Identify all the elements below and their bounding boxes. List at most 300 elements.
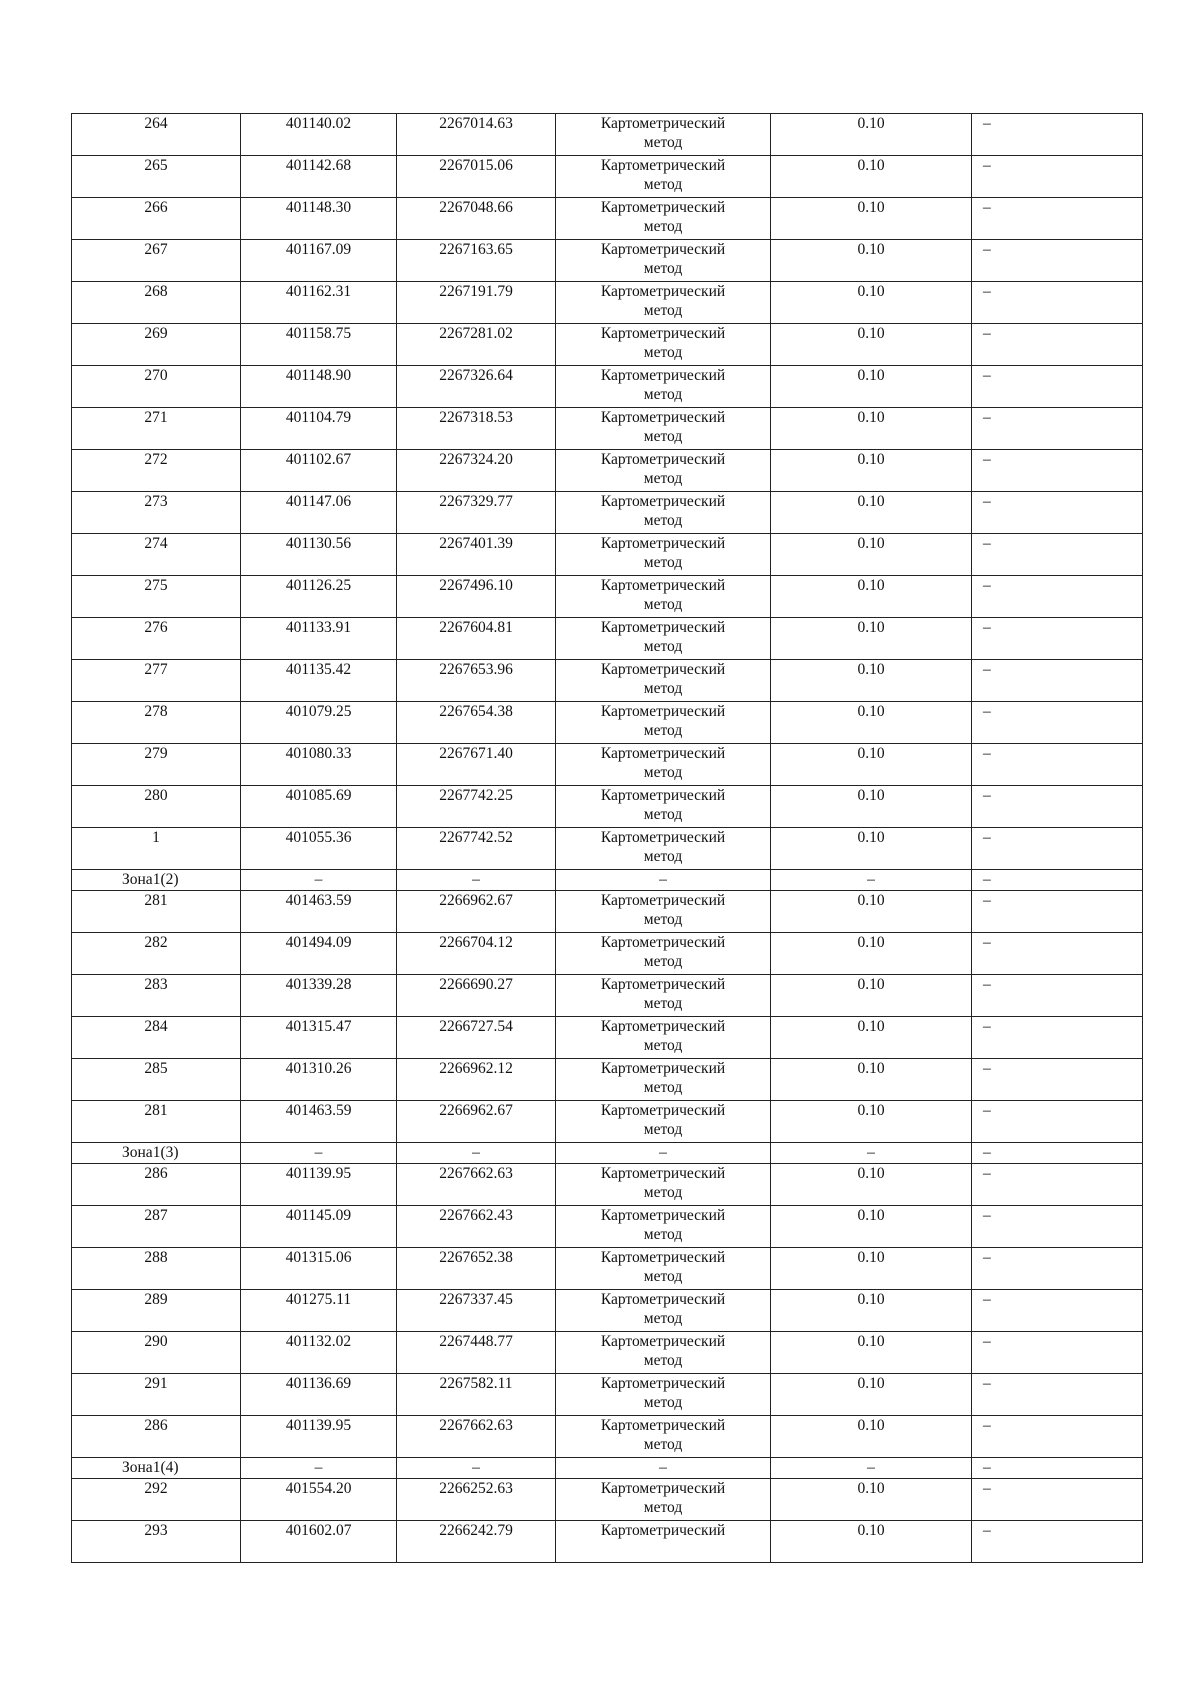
method-cell (556, 1206, 771, 1248)
method-line-2: метод (643, 1121, 683, 1138)
y-coordinate-cell: 2267742.25 (397, 786, 556, 828)
table-row (72, 576, 1143, 618)
method-line-1: Картометрический (600, 1249, 726, 1266)
method-line-1: Картометрический (600, 241, 726, 258)
method-line-1: Картометрический (600, 829, 726, 846)
accuracy-cell: 0.10 (771, 1059, 972, 1101)
y-coordinate-cell: 2266962.12 (397, 1059, 556, 1101)
method-line-1: Картометрический (600, 1417, 726, 1434)
method-line-1: Картометрический (600, 493, 726, 510)
note-cell: – (972, 891, 1143, 933)
y-coordinate-cell: 2267662.63 (397, 1164, 556, 1206)
method-line-2: метод (643, 680, 683, 697)
method-line-1: Картометрический (600, 1291, 726, 1308)
y-coordinate-cell: 2267014.63 (397, 114, 556, 156)
table-row (72, 1521, 1143, 1563)
zone-dash-cell: – (241, 1143, 397, 1164)
x-coordinate-cell: 401145.09 (241, 1206, 397, 1248)
method-line-1: Картометрический (600, 409, 726, 426)
note-cell: – (972, 618, 1143, 660)
point-number-cell: 279 (72, 744, 241, 786)
method-cell (556, 366, 771, 408)
point-number-cell: 289 (72, 1290, 241, 1332)
method-cell (556, 324, 771, 366)
table-row (72, 1206, 1143, 1248)
zone-dash-cell: – (397, 870, 556, 891)
accuracy-cell: 0.10 (771, 534, 972, 576)
x-coordinate-cell: 401339.28 (241, 975, 397, 1017)
note-cell: – (972, 534, 1143, 576)
method-cell (556, 198, 771, 240)
table-row (72, 933, 1143, 975)
zone-dash-cell: – (556, 870, 771, 891)
note-cell: – (972, 828, 1143, 870)
note-cell: – (972, 240, 1143, 282)
coordinates-table (71, 113, 1143, 1563)
zone-header-row (72, 1458, 1143, 1479)
accuracy-cell: 0.10 (771, 786, 972, 828)
method-line-1: Картометрический (600, 1102, 726, 1119)
method-cell (556, 975, 771, 1017)
method-cell (556, 1290, 771, 1332)
table-row (72, 1101, 1143, 1143)
x-coordinate-cell: 401136.69 (241, 1374, 397, 1416)
accuracy-cell: 0.10 (771, 1416, 972, 1458)
y-coordinate-cell: 2267742.52 (397, 828, 556, 870)
method-line-1: Картометрический (600, 745, 726, 762)
note-cell: – (972, 1017, 1143, 1059)
table-row (72, 1017, 1143, 1059)
accuracy-cell: 0.10 (771, 1332, 972, 1374)
table-row (72, 660, 1143, 702)
coordinates-table-body (72, 114, 1143, 1563)
zone-dash-cell: – (556, 1458, 771, 1479)
method-line-1: Картометрический (600, 934, 726, 951)
x-coordinate-cell: 401167.09 (241, 240, 397, 282)
x-coordinate-cell: 401310.26 (241, 1059, 397, 1101)
note-cell: – (972, 1206, 1143, 1248)
point-number-cell: 271 (72, 408, 241, 450)
x-coordinate-cell: 401140.02 (241, 114, 397, 156)
method-cell (556, 933, 771, 975)
y-coordinate-cell: 2267662.43 (397, 1206, 556, 1248)
method-line-1: Картометрический (600, 1375, 726, 1392)
point-number-cell: 269 (72, 324, 241, 366)
note-cell: – (972, 1290, 1143, 1332)
x-coordinate-cell: 401102.67 (241, 450, 397, 492)
note-cell: – (972, 933, 1143, 975)
point-number-cell: 272 (72, 450, 241, 492)
x-coordinate-cell: 401162.31 (241, 282, 397, 324)
method-line-2: метод (643, 1352, 683, 1369)
table-row (72, 975, 1143, 1017)
y-coordinate-cell: 2267326.64 (397, 366, 556, 408)
accuracy-cell: 0.10 (771, 933, 972, 975)
point-number-cell: 281 (72, 1101, 241, 1143)
zone-dash-cell: – (972, 1458, 1143, 1479)
accuracy-cell: 0.10 (771, 240, 972, 282)
method-cell (556, 744, 771, 786)
note-cell: – (972, 1059, 1143, 1101)
method-cell (556, 156, 771, 198)
method-line-2: метод (643, 806, 683, 823)
note-cell: – (972, 975, 1143, 1017)
y-coordinate-cell: 2267604.81 (397, 618, 556, 660)
method-cell (556, 114, 771, 156)
table-row (72, 1059, 1143, 1101)
note-cell: – (972, 1521, 1143, 1563)
table-row (72, 156, 1143, 198)
method-cell (556, 1248, 771, 1290)
accuracy-cell: 0.10 (771, 114, 972, 156)
point-number-cell: 291 (72, 1374, 241, 1416)
method-cell (556, 1164, 771, 1206)
table-row (72, 534, 1143, 576)
method-line-2: метод (643, 1499, 683, 1516)
note-cell: – (972, 156, 1143, 198)
method-line-2: метод (643, 260, 683, 277)
x-coordinate-cell: 401142.68 (241, 156, 397, 198)
accuracy-cell: 0.10 (771, 702, 972, 744)
method-cell (556, 1479, 771, 1521)
table-row (72, 282, 1143, 324)
zone-label: Зона1(3) (72, 1143, 241, 1164)
zone-label: Зона1(4) (72, 1458, 241, 1479)
x-coordinate-cell: 401315.47 (241, 1017, 397, 1059)
accuracy-cell: 0.10 (771, 1164, 972, 1206)
y-coordinate-cell: 2266962.67 (397, 1101, 556, 1143)
table-row (72, 366, 1143, 408)
y-coordinate-cell: 2267448.77 (397, 1332, 556, 1374)
x-coordinate-cell: 401148.90 (241, 366, 397, 408)
point-number-cell: 287 (72, 1206, 241, 1248)
accuracy-cell: 0.10 (771, 156, 972, 198)
method-line-2: метод (643, 512, 683, 529)
point-number-cell: 282 (72, 933, 241, 975)
method-cell (556, 1101, 771, 1143)
x-coordinate-cell: 401055.36 (241, 828, 397, 870)
point-number-cell: 267 (72, 240, 241, 282)
note-cell: – (972, 744, 1143, 786)
point-number-cell: 286 (72, 1164, 241, 1206)
y-coordinate-cell: 2267653.96 (397, 660, 556, 702)
point-number-cell: 286 (72, 1416, 241, 1458)
zone-dash-cell: – (241, 1458, 397, 1479)
y-coordinate-cell: 2266242.79 (397, 1521, 556, 1563)
table-row (72, 492, 1143, 534)
method-line-2: метод (643, 764, 683, 781)
method-cell (556, 891, 771, 933)
note-cell: – (972, 450, 1143, 492)
accuracy-cell: 0.10 (771, 366, 972, 408)
y-coordinate-cell: 2266704.12 (397, 933, 556, 975)
zone-header-row (72, 1143, 1143, 1164)
method-line-2: метод (643, 1310, 683, 1327)
table-row (72, 786, 1143, 828)
method-line-1: Картометрический (600, 325, 726, 342)
point-number-cell: 288 (72, 1248, 241, 1290)
method-cell (556, 492, 771, 534)
accuracy-cell: 0.10 (771, 1248, 972, 1290)
y-coordinate-cell: 2267654.38 (397, 702, 556, 744)
note-cell: – (972, 1248, 1143, 1290)
point-number-cell: 268 (72, 282, 241, 324)
point-number-cell: 275 (72, 576, 241, 618)
method-cell (556, 408, 771, 450)
accuracy-cell: 0.10 (771, 450, 972, 492)
point-number-cell: 293 (72, 1521, 241, 1563)
accuracy-cell: 0.10 (771, 744, 972, 786)
y-coordinate-cell: 2267329.77 (397, 492, 556, 534)
x-coordinate-cell: 401463.59 (241, 891, 397, 933)
note-cell: – (972, 1101, 1143, 1143)
method-line-2: метод (643, 134, 683, 151)
x-coordinate-cell: 401139.95 (241, 1416, 397, 1458)
method-line-2: метод (643, 386, 683, 403)
method-line-2: метод (643, 428, 683, 445)
table-row (72, 1164, 1143, 1206)
y-coordinate-cell: 2267662.63 (397, 1416, 556, 1458)
method-line-2: метод (643, 911, 683, 928)
point-number-cell: 273 (72, 492, 241, 534)
y-coordinate-cell: 2267048.66 (397, 198, 556, 240)
table-row (72, 1479, 1143, 1521)
y-coordinate-cell: 2267652.38 (397, 1248, 556, 1290)
accuracy-cell: 0.10 (771, 198, 972, 240)
point-number-cell: 283 (72, 975, 241, 1017)
method-line-1: Картометрический (600, 115, 726, 132)
method-line-2: метод (643, 995, 683, 1012)
table-row (72, 1332, 1143, 1374)
method-line-2: метод (643, 596, 683, 613)
method-cell (556, 1521, 771, 1563)
method-cell (556, 702, 771, 744)
method-line-2: метод (643, 1268, 683, 1285)
table-row (72, 114, 1143, 156)
x-coordinate-cell: 401494.09 (241, 933, 397, 975)
zone-dash-cell: – (972, 870, 1143, 891)
method-line-2: метод (643, 218, 683, 235)
method-line-1: Картометрический (600, 1333, 726, 1350)
x-coordinate-cell: 401554.20 (241, 1479, 397, 1521)
method-line-1: Картометрический (600, 1207, 726, 1224)
method-line-1: Картометрический (600, 1060, 726, 1077)
zone-dash-cell: – (771, 1143, 972, 1164)
x-coordinate-cell: 401602.07 (241, 1521, 397, 1563)
method-line-2: метод (643, 953, 683, 970)
method-line-2: метод (643, 1394, 683, 1411)
x-coordinate-cell: 401147.06 (241, 492, 397, 534)
accuracy-cell: 0.10 (771, 828, 972, 870)
x-coordinate-cell: 401139.95 (241, 1164, 397, 1206)
y-coordinate-cell: 2267318.53 (397, 408, 556, 450)
method-line-2: метод (643, 722, 683, 739)
method-cell (556, 786, 771, 828)
zone-dash-cell: – (397, 1143, 556, 1164)
accuracy-cell: 0.10 (771, 618, 972, 660)
note-cell: – (972, 1374, 1143, 1416)
accuracy-cell: 0.10 (771, 1479, 972, 1521)
note-cell: – (972, 198, 1143, 240)
point-number-cell: 284 (72, 1017, 241, 1059)
table-row (72, 240, 1143, 282)
zone-dash-cell: – (556, 1143, 771, 1164)
accuracy-cell: 0.10 (771, 660, 972, 702)
method-cell (556, 828, 771, 870)
zone-dash-cell: – (241, 870, 397, 891)
method-cell (556, 660, 771, 702)
method-line-1: Картометрический (600, 283, 726, 300)
method-cell (556, 1374, 771, 1416)
method-cell (556, 450, 771, 492)
method-line-2: метод (643, 344, 683, 361)
method-line-2: метод (643, 1436, 683, 1453)
table-row (72, 1290, 1143, 1332)
accuracy-cell: 0.10 (771, 492, 972, 534)
method-line-1: Картометрический (600, 619, 726, 636)
table-row (72, 744, 1143, 786)
x-coordinate-cell: 401104.79 (241, 408, 397, 450)
table-row (72, 1416, 1143, 1458)
x-coordinate-cell: 401463.59 (241, 1101, 397, 1143)
table-row (72, 450, 1143, 492)
accuracy-cell: 0.10 (771, 324, 972, 366)
x-coordinate-cell: 401315.06 (241, 1248, 397, 1290)
x-coordinate-cell: 401148.30 (241, 198, 397, 240)
method-cell (556, 1416, 771, 1458)
zone-dash-cell: – (771, 1458, 972, 1479)
y-coordinate-cell: 2266727.54 (397, 1017, 556, 1059)
method-cell (556, 1017, 771, 1059)
x-coordinate-cell: 401126.25 (241, 576, 397, 618)
note-cell: – (972, 324, 1143, 366)
x-coordinate-cell: 401158.75 (241, 324, 397, 366)
method-line-1: Картометрический (600, 367, 726, 384)
point-number-cell: 292 (72, 1479, 241, 1521)
y-coordinate-cell: 2267191.79 (397, 282, 556, 324)
note-cell: – (972, 282, 1143, 324)
zone-dash-cell: – (397, 1458, 556, 1479)
note-cell: – (972, 1164, 1143, 1206)
x-coordinate-cell: 401079.25 (241, 702, 397, 744)
accuracy-cell: 0.10 (771, 1017, 972, 1059)
method-line-1: Картометрический (600, 535, 726, 552)
x-coordinate-cell: 401135.42 (241, 660, 397, 702)
table-row (72, 618, 1143, 660)
point-number-cell: 276 (72, 618, 241, 660)
method-line-2: метод (643, 554, 683, 571)
y-coordinate-cell: 2267496.10 (397, 576, 556, 618)
note-cell: – (972, 786, 1143, 828)
method-cell (556, 240, 771, 282)
table-row (72, 408, 1143, 450)
note-cell: – (972, 492, 1143, 534)
table-row (72, 828, 1143, 870)
y-coordinate-cell: 2267281.02 (397, 324, 556, 366)
point-number-cell: 285 (72, 1059, 241, 1101)
method-cell (556, 1059, 771, 1101)
table-row (72, 1374, 1143, 1416)
method-cell (556, 1332, 771, 1374)
y-coordinate-cell: 2267582.11 (397, 1374, 556, 1416)
method-line-2: метод (643, 1079, 683, 1096)
method-line-2: метод (643, 1184, 683, 1201)
method-line-1: Картометрический (600, 1522, 726, 1539)
method-line-1: Картометрический (600, 1018, 726, 1035)
y-coordinate-cell: 2267324.20 (397, 450, 556, 492)
method-cell (556, 618, 771, 660)
accuracy-cell: 0.10 (771, 975, 972, 1017)
note-cell: – (972, 1416, 1143, 1458)
method-line-1: Картометрический (600, 199, 726, 216)
method-line-1: Картометрический (600, 577, 726, 594)
table-row (72, 702, 1143, 744)
method-line-1: Картометрический (600, 976, 726, 993)
note-cell: – (972, 702, 1143, 744)
point-number-cell: 1 (72, 828, 241, 870)
method-line-1: Картометрический (600, 661, 726, 678)
method-line-2: метод (643, 1037, 683, 1054)
method-line-1: Картометрический (600, 703, 726, 720)
method-line-2: метод (643, 848, 683, 865)
point-number-cell: 274 (72, 534, 241, 576)
accuracy-cell: 0.10 (771, 891, 972, 933)
note-cell: – (972, 576, 1143, 618)
point-number-cell: 277 (72, 660, 241, 702)
method-line-1: Картометрический (600, 892, 726, 909)
table-row (72, 891, 1143, 933)
method-line-1: Картометрический (600, 157, 726, 174)
y-coordinate-cell: 2267671.40 (397, 744, 556, 786)
accuracy-cell: 0.10 (771, 1290, 972, 1332)
method-line-1: Картометрический (600, 451, 726, 468)
y-coordinate-cell: 2266252.63 (397, 1479, 556, 1521)
note-cell: – (972, 366, 1143, 408)
y-coordinate-cell: 2267401.39 (397, 534, 556, 576)
method-cell (556, 534, 771, 576)
note-cell: – (972, 1332, 1143, 1374)
zone-header-row (72, 870, 1143, 891)
point-number-cell: 264 (72, 114, 241, 156)
accuracy-cell: 0.10 (771, 1374, 972, 1416)
note-cell: – (972, 1479, 1143, 1521)
y-coordinate-cell: 2266690.27 (397, 975, 556, 1017)
method-line-2: метод (643, 470, 683, 487)
point-number-cell: 265 (72, 156, 241, 198)
zone-label: Зона1(2) (72, 870, 241, 891)
table-row (72, 324, 1143, 366)
x-coordinate-cell: 401133.91 (241, 618, 397, 660)
point-number-cell: 266 (72, 198, 241, 240)
note-cell: – (972, 114, 1143, 156)
zone-dash-cell: – (771, 870, 972, 891)
method-line-1: Картометрический (600, 1165, 726, 1182)
x-coordinate-cell: 401132.02 (241, 1332, 397, 1374)
point-number-cell: 270 (72, 366, 241, 408)
y-coordinate-cell: 2267015.06 (397, 156, 556, 198)
y-coordinate-cell: 2267163.65 (397, 240, 556, 282)
method-line-2: метод (643, 176, 683, 193)
note-cell: – (972, 660, 1143, 702)
x-coordinate-cell: 401085.69 (241, 786, 397, 828)
point-number-cell: 281 (72, 891, 241, 933)
method-cell (556, 576, 771, 618)
accuracy-cell: 0.10 (771, 1101, 972, 1143)
accuracy-cell: 0.10 (771, 576, 972, 618)
method-line-1: Картометрический (600, 787, 726, 804)
accuracy-cell: 0.10 (771, 282, 972, 324)
x-coordinate-cell: 401275.11 (241, 1290, 397, 1332)
